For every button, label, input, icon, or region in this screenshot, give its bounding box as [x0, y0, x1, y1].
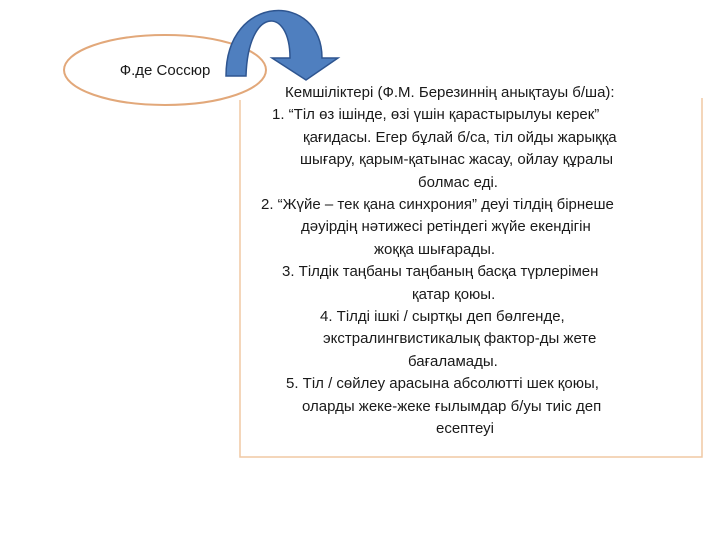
text-line-item-3: 3. Тілдік таңбаны таңбаның басқа түрлерімен	[282, 263, 599, 280]
text-line: қатар қоюы.	[412, 286, 496, 303]
textbox	[236, 76, 702, 456]
text-line: болмас еді.	[418, 174, 498, 191]
text-line-item-5: 5. Тіл / сөйлеу арасына абсолютті шек қоюы,	[286, 375, 599, 392]
text-line-intro: Кемшіліктері (Ф.М. Березиннің анықтауы б/ша):	[285, 84, 615, 101]
text-line: шығару, қарым-қатынас жасау, ойлау құралы	[300, 151, 613, 168]
text-line-item-2: 2. “Жүйе – тек қана синхрония” деуі тілдің бірнеше	[261, 196, 614, 213]
text-line: оларды жеке-жеке ғылымдар б/уы тиіс деп	[302, 398, 602, 415]
text-line: бағаламады.	[408, 353, 498, 370]
text-line: есептеуі	[436, 420, 495, 437]
text-line: жоққа шығарады.	[374, 241, 496, 258]
text-line: экстралингвистикалық фактор-ды жете	[323, 330, 597, 347]
text-line-item-4: 4. Тілді ішкі / сыртқы деп бөлгенде,	[320, 308, 565, 325]
oval-label: Ф.де Соссюр	[119, 61, 211, 79]
text-line: қағидасы. Егер бұлай б/са, тіл ойды жарыққа	[303, 129, 617, 146]
text-line: дәуірдің нәтижесі ретіндегі жүйе екендігін	[301, 218, 591, 235]
text-line-item-1: 1. “Тіл өз ішінде, өзі үшін қарастырылуы керек”	[272, 106, 600, 123]
